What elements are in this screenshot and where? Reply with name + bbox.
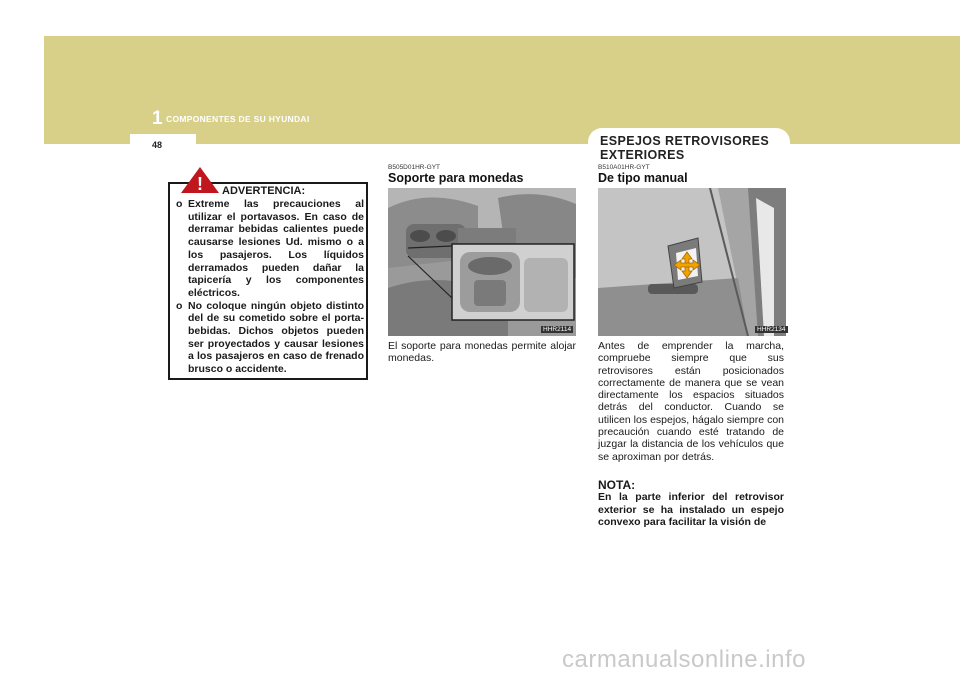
warning-text: No coloque ningún objeto distinto del de su cometido sobre el porta-bebidas. Dichos objetos pueden ser proyectados y causar lesiones a los pasajeros en caso de frenado brusco o accidente. xyxy=(188,299,364,376)
nota-title: NOTA: xyxy=(598,478,636,492)
mirror-code: B510A01HR-GYT xyxy=(598,164,650,171)
coin-holder-heading: Soporte para monedas xyxy=(388,171,524,185)
warning-item xyxy=(176,300,364,376)
warning-text: Extreme las precauciones al utilizar el portavasos. En caso de derramar bebidas calientes puede causarse lesiones Ud. mismo o a los pasajeros. Los líquidos derramados pueden dañar la tapicería y los componentes eléctricos. xyxy=(188,198,364,299)
warning-bullet: o xyxy=(176,299,183,312)
warning-list xyxy=(176,198,364,376)
warning-bullet: o xyxy=(176,198,183,210)
section-title: ESPEJOS RETROVISORES EXTERIORES xyxy=(600,134,770,162)
coin-holder-photo-code: HHR2114 xyxy=(543,326,572,333)
coin-holder-code: B505D01HR-GYT xyxy=(388,164,441,171)
mirror-photo xyxy=(598,188,786,336)
warning-item xyxy=(176,198,364,300)
watermark: carmanualsonline.info xyxy=(562,646,806,673)
warning-triangle-icon xyxy=(180,166,220,194)
warning-symbol: ! xyxy=(197,174,203,194)
mirror-heading: De tipo manual xyxy=(598,171,688,185)
page-number-tab xyxy=(130,134,196,156)
coin-holder-text: El soporte para monedas permite alojar monedas. xyxy=(388,340,576,365)
coin-holder-photo xyxy=(388,188,576,336)
chapter-number: 1 xyxy=(152,108,163,129)
header-band xyxy=(44,36,960,144)
nota-text: En la parte inferior del retrovisor exterior se ha instalado un espejo convexo para facilitar la visión de xyxy=(598,491,784,528)
mirror-photo-code: HHR2134 xyxy=(757,326,786,333)
page-number: 48 xyxy=(152,140,163,150)
mirror-text: Antes de emprender la marcha, compruebe siempre que sus retrovisores están posicionados correctamente de manera que se vean directamente los espacios situados detrás del conductor. Cuando se utilicen los espejos, hágalo siempre con precaución cuando esté tratando de juzgar la distancia de los vehículos que se aproximan por detrás. xyxy=(598,340,784,463)
warning-title: ADVERTENCIA: xyxy=(222,185,306,197)
chapter-title: COMPONENTES DE SU HYUNDAI xyxy=(166,114,310,124)
